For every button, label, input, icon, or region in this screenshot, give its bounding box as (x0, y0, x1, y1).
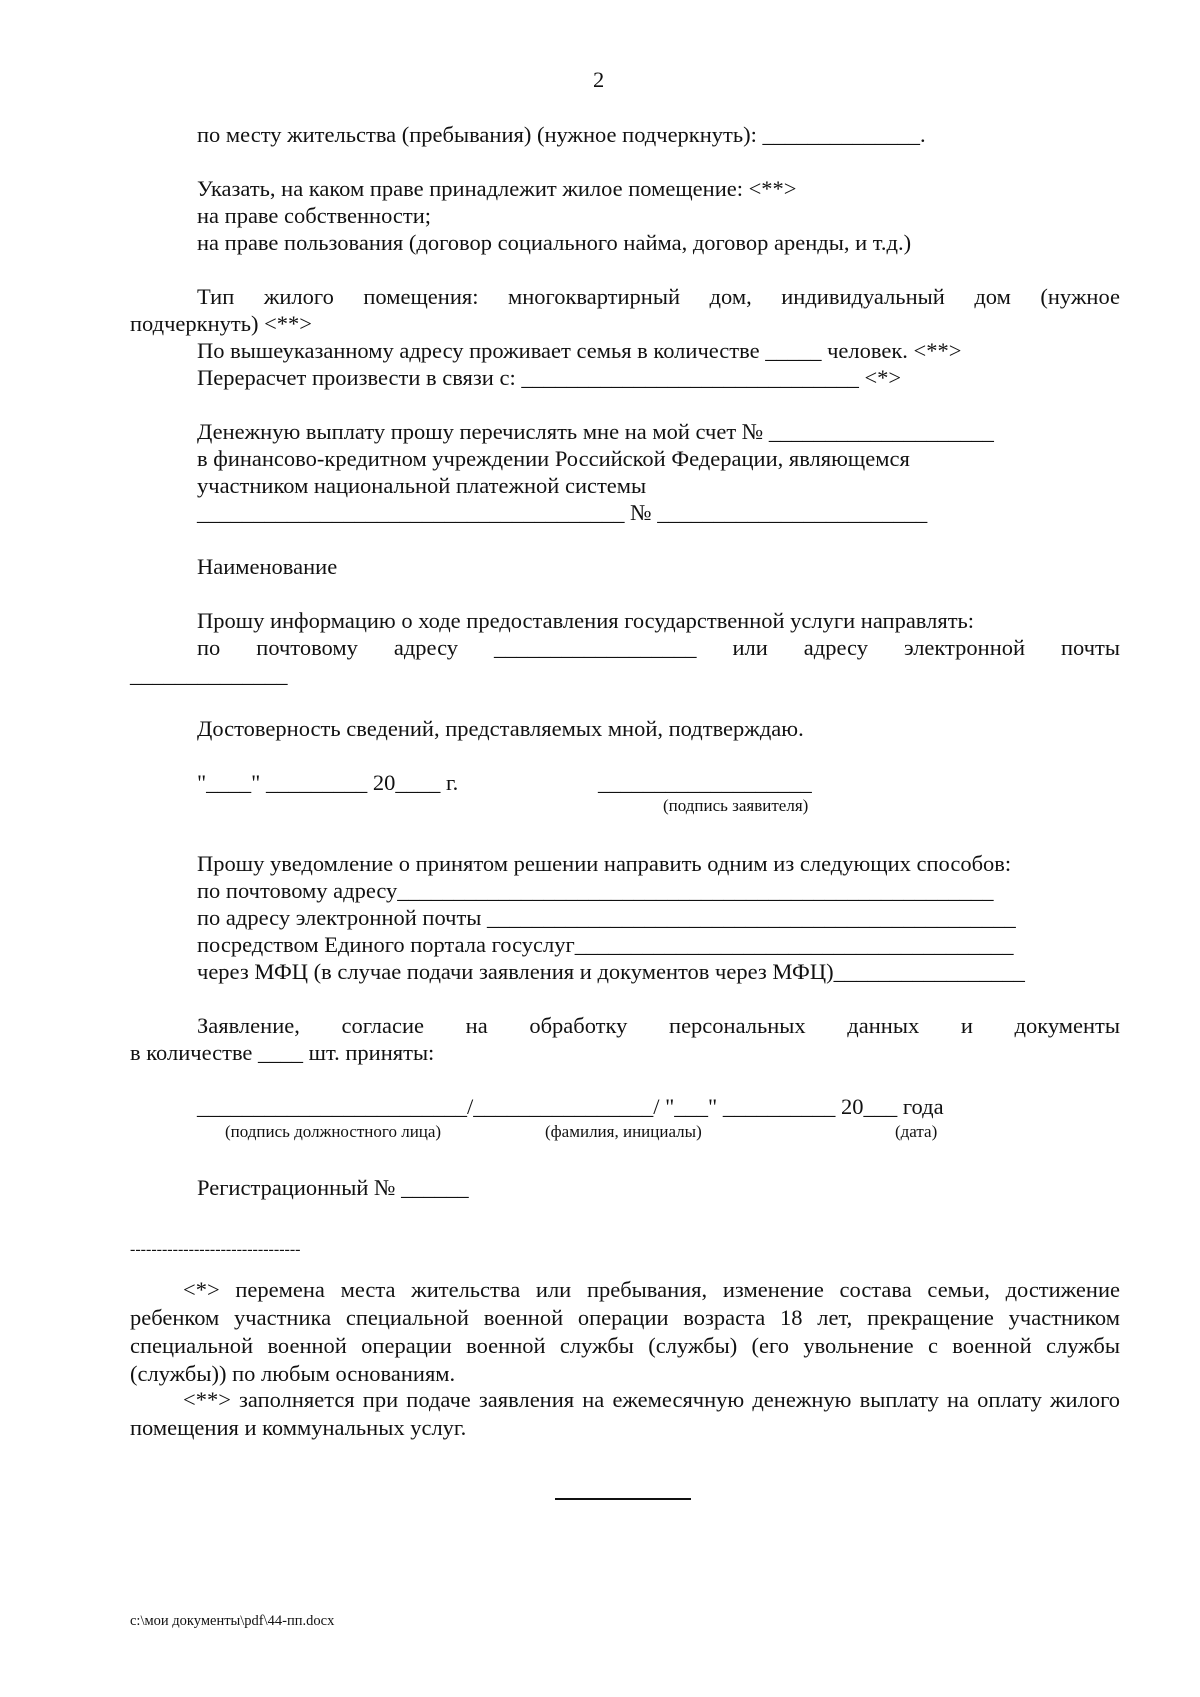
family-size-line: По вышеуказанному адресу проживает семья в количестве _____ человек. <**> (197, 338, 962, 363)
date-line: "____" _________ 20____ г. (197, 770, 459, 795)
confirmation-line: Достоверность сведений, представляемых мной, подтверждаю. (197, 716, 804, 741)
recalculation-line: Перерасчет произвести в связи с: ______________________________ <*> (197, 365, 902, 390)
file-path-footer: c:\мои документы\pdf\44-пп.docx (130, 1613, 335, 1629)
payment-bank-line: в финансово-кредитном учреждении Российской Федерации, являющемся (197, 446, 910, 471)
end-of-document-rule (555, 1498, 691, 1500)
notification-post: по почтовому адресу_____________________________________________________ (197, 878, 994, 903)
documents-count-line: в количестве ____ шт. приняты: (130, 1040, 435, 1065)
notification-heading: Прошу уведомление о принятом решении направить одним из следующих способов: (197, 851, 1012, 876)
name-label: Наименование (197, 554, 338, 579)
notification-email: по адресу электронной почты _______________________________________________ (197, 905, 1016, 930)
info-address-line: по почтовому адресу __________________ или адресу электронной почты (197, 635, 1120, 660)
notification-mfc: через МФЦ (в случае подачи заявления и документов через МФЦ)_________________ (197, 959, 1025, 984)
page-number: 2 (593, 67, 605, 92)
ownership-use: на праве пользования (договор социального найма, договор аренды, и т.д.) (197, 230, 912, 255)
registration-number-line: Регистрационный № ______ (197, 1175, 469, 1200)
info-request-line: Прошу информацию о ходе предоставления государственной услуги направлять: (197, 608, 975, 633)
payment-account-line: Денежную выплату прошу перечислять мне на мой счет № ____________________ (197, 419, 994, 444)
ownership-own: на праве собственности; (197, 203, 432, 228)
footnote-2: <**> заполняется при подаче заявления на ежемесячную денежную выплату на оплату жилого помещения и коммунальных услуг. (130, 1387, 1120, 1440)
payment-system-line: участником национальной платежной системы (197, 473, 647, 498)
applicant-signature-blank: ___________________ (598, 770, 812, 795)
residence-line: по месту жительства (пребывания) (нужное подчеркнуть): ______________. (197, 122, 926, 147)
official-name-caption: (фамилия, инициалы) (545, 1122, 702, 1141)
applicant-signature-caption: (подпись заявителя) (663, 796, 809, 815)
footnote-separator: -------------------------------- (130, 1241, 301, 1258)
official-signature-caption: (подпись должностного лица) (225, 1122, 442, 1141)
official-date-caption: (дата) (895, 1122, 938, 1141)
payment-blank-line: ______________________________________ № ________________________ (197, 500, 928, 525)
housing-type-line: Тип жилого помещения: многоквартирный дом, индивидуальный дом (нужное (197, 284, 1120, 309)
housing-type-line-2: подчеркнуть) <**> (130, 311, 312, 336)
footnote-1: <*> перемена места жительства или пребывания, изменение состава семьи, достижение ребенком участника специальной военной операции возраста 18 лет, прекращение участником специальной военной операции военной службы (службы) (его увольнение с военной службы (службы)) по любым основаниям. (130, 1277, 1120, 1386)
notification-portal: посредством Единого портала госуслуг_______________________________________ (197, 932, 1014, 957)
documents-accepted-line: Заявление, согласие на обработку персональных данных и документы (197, 1013, 1120, 1038)
ownership-heading: Указать, на каком праве принадлежит жилое помещение: <**> (197, 176, 797, 201)
official-signature-line: ________________________/________________/ "___" __________ 20___ года (197, 1094, 944, 1119)
info-email-blank: ______________ (130, 662, 288, 687)
